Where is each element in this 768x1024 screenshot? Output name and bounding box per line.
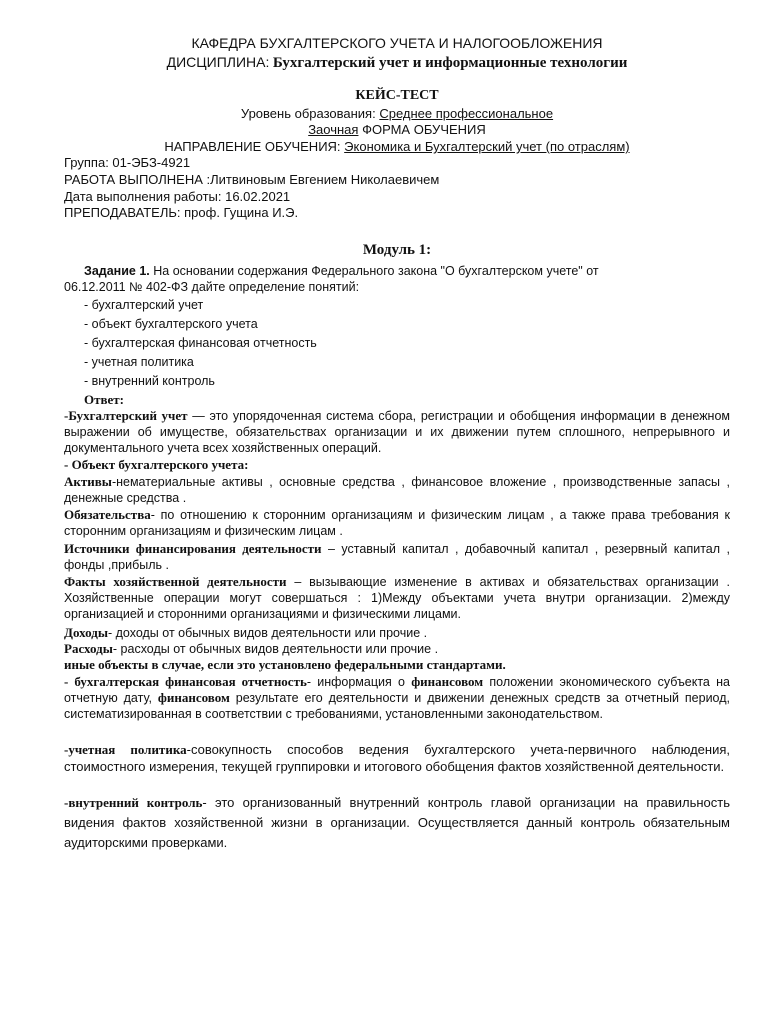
liabilities-text: - по отношению к сторонним организациям и физическим лицам , а также права требования к сторонним организациям и физическим лицам . bbox=[64, 508, 730, 538]
level-value: Среднее профессиональное bbox=[379, 106, 554, 121]
task-item-2: - объект бухгалтерского учета bbox=[84, 317, 258, 331]
answer-label: Ответ: bbox=[84, 392, 125, 407]
fin-text-2: положении экономического субъекта на отчетную дату, bbox=[64, 675, 730, 705]
other-objects-line: иные объекты в случае, если это установлено федеральными стандартами. bbox=[64, 657, 506, 672]
form-value: Заочная bbox=[308, 122, 359, 137]
group-line: Группа: 01-ЭБЗ-4921 bbox=[64, 155, 191, 170]
policy-term: -учетная политика bbox=[64, 742, 187, 757]
direction-value: Экономика и Бухгалтерский учет (по отраслям) bbox=[344, 139, 630, 154]
discipline-line bbox=[64, 53, 730, 73]
form-label: ФОРМА ОБУЧЕНИЯ bbox=[362, 122, 486, 137]
discipline-label: ДИСЦИПЛИНА: bbox=[166, 54, 270, 70]
fin-bold-1: финансовом bbox=[411, 674, 484, 689]
task-text-2: 06.12.2011 № 402-ФЗ дайте определение понятий: bbox=[64, 280, 360, 294]
para-income bbox=[64, 625, 427, 641]
control-term: -внутренний контроль bbox=[64, 795, 203, 810]
facts-text: – вызывающие изменение в активах и обязательствах организации . Хозяйственные операции могут совершаться : 1)Между объектами учета внутри организации. 2)между организацией и сторонними организациями и физическими лицами. bbox=[64, 575, 730, 621]
expense-term: Расходы bbox=[64, 641, 113, 656]
task-item-3: - бухгалтерская финансовая отчетность bbox=[84, 336, 317, 350]
doc-type-title: КЕЙС-ТЕСТ bbox=[355, 88, 439, 103]
para-expense bbox=[64, 641, 438, 657]
para-assets bbox=[64, 474, 730, 506]
education-level-line bbox=[64, 106, 730, 122]
fin-statements-term: - бухгалтерская финансовая отчетность bbox=[64, 674, 307, 689]
para-facts bbox=[64, 574, 730, 622]
accounting-text: — это упорядоченная система сбора, регистрации и обобщения информации в денежном выражении об имуществе, обязательствах организации и их движении путем сплошного, непрерывного и документального учета всех хозяйственных операций. bbox=[64, 409, 730, 455]
expense-text: - расходы от обычных видов деятельности или прочие . bbox=[112, 642, 439, 656]
fin-text-1: - информация о bbox=[306, 675, 412, 689]
policy-text: -совокупность способов ведения бухгалтерского учета-первичного наблюдения, стоимостного измерения, текущей группировки и итогового обобщения фактов хозяйственной деятельности. bbox=[64, 742, 730, 774]
discipline-value: Бухгалтерский учет и информационные технологии bbox=[272, 55, 628, 71]
fin-text-3: результате его деятельности и движении денежных средств за отчетный период, систематизированная в соответствии с требованиями, установленными законодательством. bbox=[64, 691, 730, 721]
teacher-line: ПРЕПОДАВАТЕЛЬ: проф. Гущина И.Э. bbox=[64, 205, 299, 220]
para-accounting bbox=[64, 408, 730, 456]
task-text-1: На основании содержания Федерального закона "О бухгалтерском учете" от bbox=[153, 264, 599, 278]
study-form-line bbox=[64, 122, 730, 138]
para-financial-statements bbox=[64, 674, 730, 722]
performed-by-line: РАБОТА ВЫПОЛНЕНА :Литвиновым Евгением Николаевичем bbox=[64, 172, 440, 187]
object-heading: - Объект бухгалтерского учета: bbox=[64, 457, 249, 472]
accounting-term: -Бухгалтерский учет bbox=[64, 408, 188, 423]
date-line: Дата выполнения работы: 16.02.2021 bbox=[64, 189, 291, 204]
income-term: Доходы bbox=[64, 625, 108, 640]
income-text: - доходы от обычных видов деятельности или прочие . bbox=[107, 626, 428, 640]
para-accounting-policy bbox=[64, 741, 730, 775]
sources-text: – уставный капитал , добавочный капитал , резервный капитал , фонды ,прибыль . bbox=[64, 542, 730, 572]
assets-term: Активы bbox=[64, 474, 112, 489]
liabilities-term: Обязательства bbox=[64, 507, 151, 522]
module-title: Модуль 1: bbox=[362, 242, 432, 258]
task-item-4: - учетная политика bbox=[84, 355, 194, 369]
task-line-1 bbox=[84, 263, 599, 279]
task-label: Задание 1. bbox=[84, 264, 150, 278]
direction-line bbox=[64, 139, 730, 155]
para-internal-control bbox=[64, 793, 730, 853]
facts-term: Факты хозяйственной деятельности bbox=[64, 574, 287, 589]
direction-label: НАПРАВЛЕНИЕ ОБУЧЕНИЯ: bbox=[164, 139, 341, 154]
control-text: - это организованный внутренний контроль главой организации на правильность видения фактов хозяйственной жизни в организации. Осуществляется данный контроль обязательным аудиторскими проверками. bbox=[64, 795, 730, 850]
fin-bold-2: финансовом bbox=[157, 690, 230, 705]
para-sources bbox=[64, 541, 730, 573]
level-label: Уровень образования: bbox=[240, 106, 376, 121]
task-item-1: - бухгалтерский учет bbox=[84, 298, 204, 312]
assets-text: -нематериальные активы , основные средства , финансовое вложение , производственные запасы , денежные средства . bbox=[64, 475, 730, 505]
para-liabilities bbox=[64, 507, 730, 539]
department-title: КАФЕДРА БУХГАЛТЕРСКОГО УЧЕТА И НАЛОГООБЛОЖЕНИЯ bbox=[191, 35, 603, 51]
sources-term: Источники финансирования деятельности bbox=[64, 541, 322, 556]
task-item-5: - внутренний контроль bbox=[84, 374, 215, 388]
